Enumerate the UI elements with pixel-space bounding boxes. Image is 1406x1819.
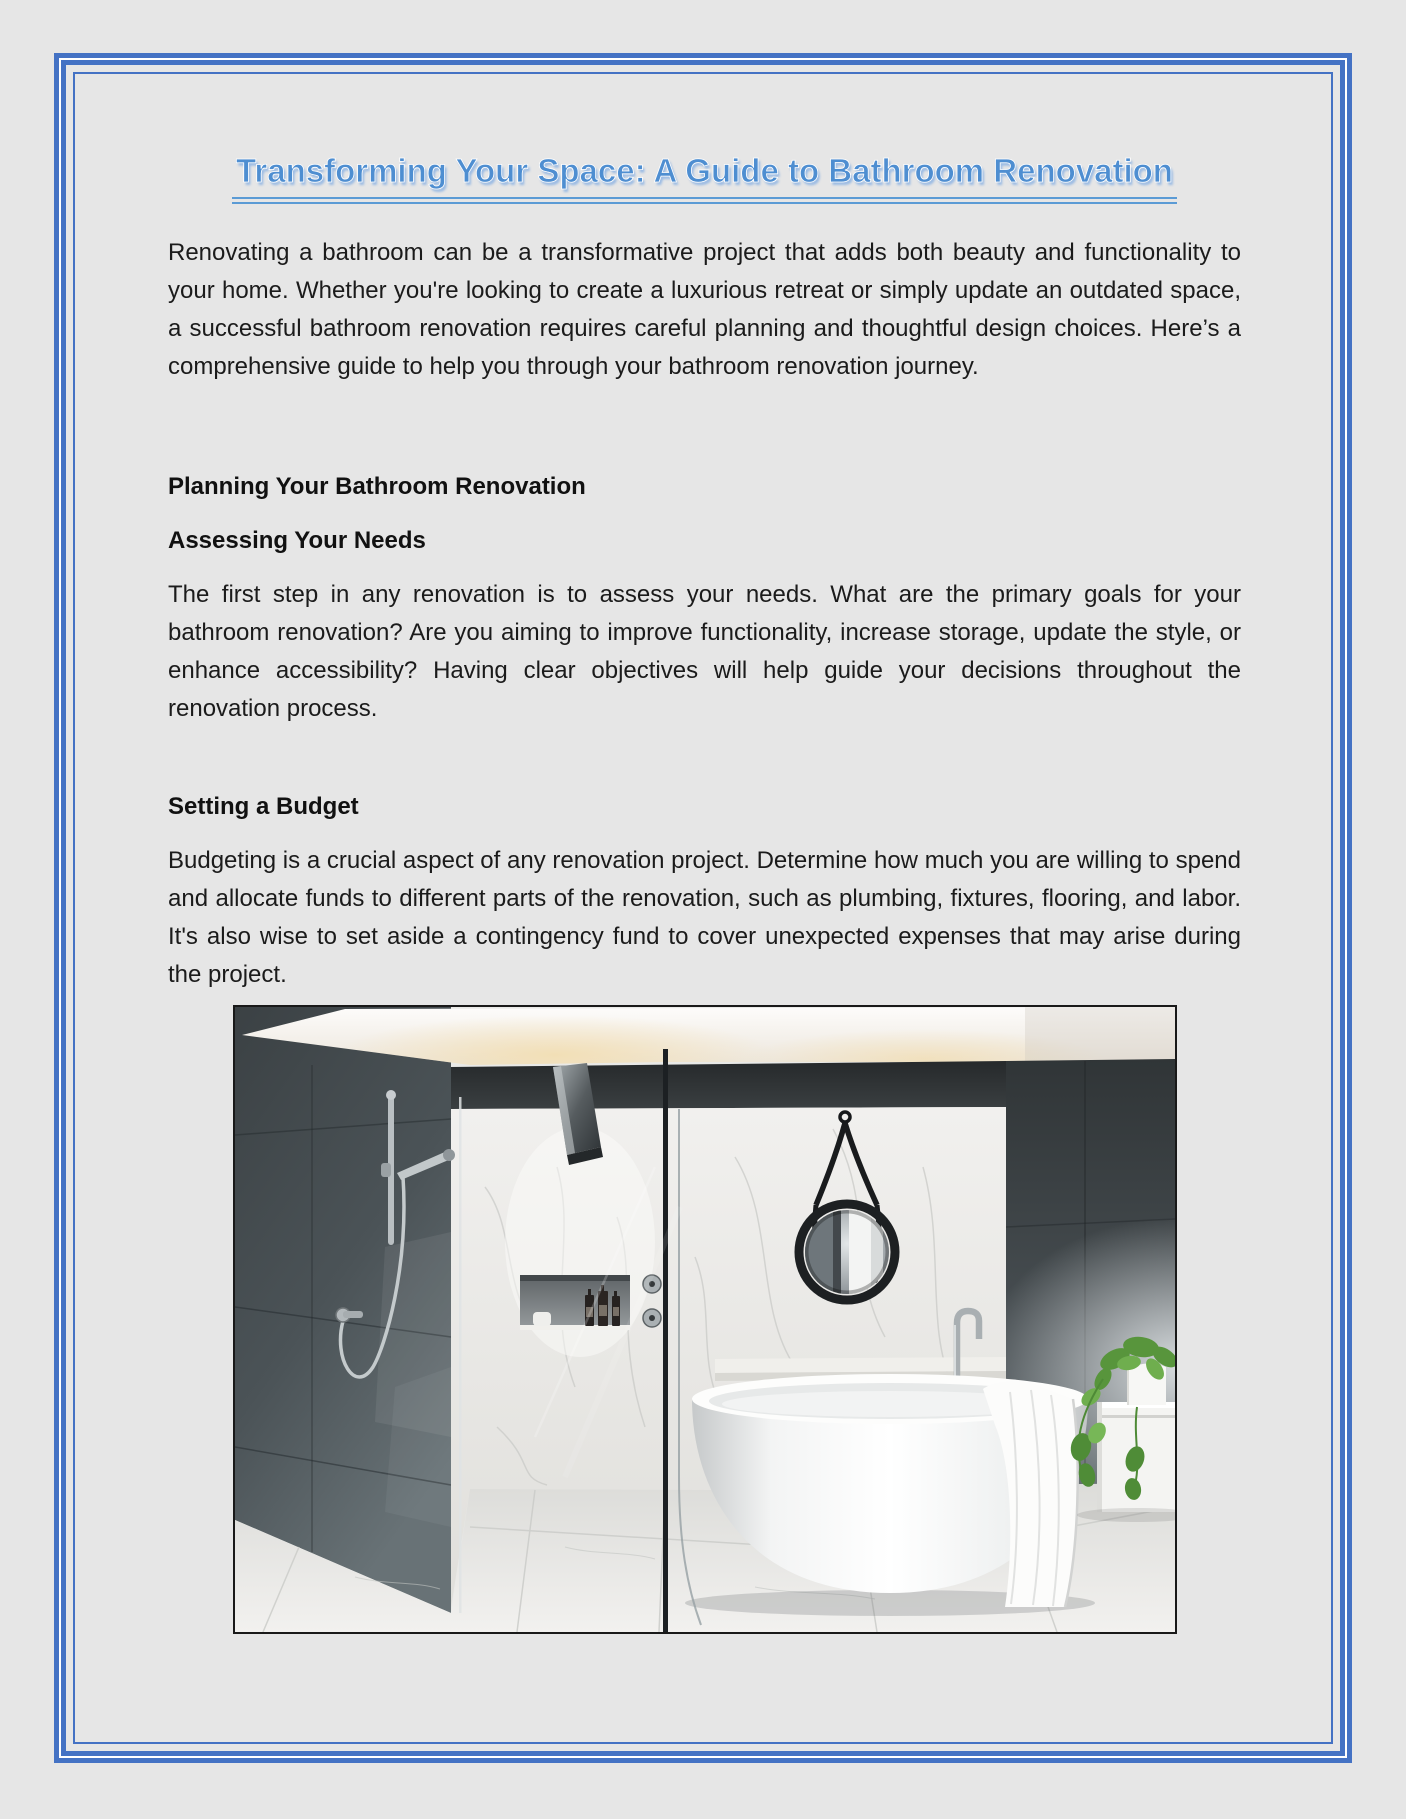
title-row	[168, 148, 1241, 204]
upper-wall-band	[451, 1061, 1006, 1109]
subsection-heading-assessing-needs: Assessing Your Needs	[168, 527, 426, 554]
shower-niche	[520, 1275, 630, 1330]
section-heading-planning: Planning Your Bathroom Renovation	[168, 473, 586, 500]
bathroom-photo	[233, 1005, 1177, 1634]
page-border-frame	[54, 53, 1352, 1763]
assessing-needs-paragraph: The first step in any renovation is to assess your needs. What are the primary goals for your bathroom renovation? Are you aiming to improve functionality, increase storage, update the style, or enhance accessibility? Having clear objectives will help guide your decisions throughout the renovation process.	[168, 581, 1241, 722]
bathroom-photo-svg	[235, 1007, 1175, 1632]
document-title: Transforming Your Space: A Guide to Bathroom Renovation	[232, 148, 1177, 204]
intro-paragraph: Renovating a bathroom can be a transformative project that adds both beauty and functionality to your home. Whether you're looking to create a luxurious retreat or simply update an outdated space, a successful bathroom renovation requires careful planning and thoughtful design choices. Here’s a comprehensive guide to help you through your bathroom renovation journey.	[168, 239, 1241, 380]
subsection-heading-setting-budget: Setting a Budget	[168, 793, 359, 820]
page-content-area	[73, 72, 1333, 1744]
setting-budget-paragraph: Budgeting is a crucial aspect of any renovation project. Determine how much you are willing to spend and allocate funds to different parts of the renovation, such as plumbing, fixtures, flooring, and labor. It's also wise to set aside a contingency fund to cover unexpected expenses that may arise during the project.	[168, 847, 1241, 988]
page-border-mid	[61, 60, 1345, 1756]
